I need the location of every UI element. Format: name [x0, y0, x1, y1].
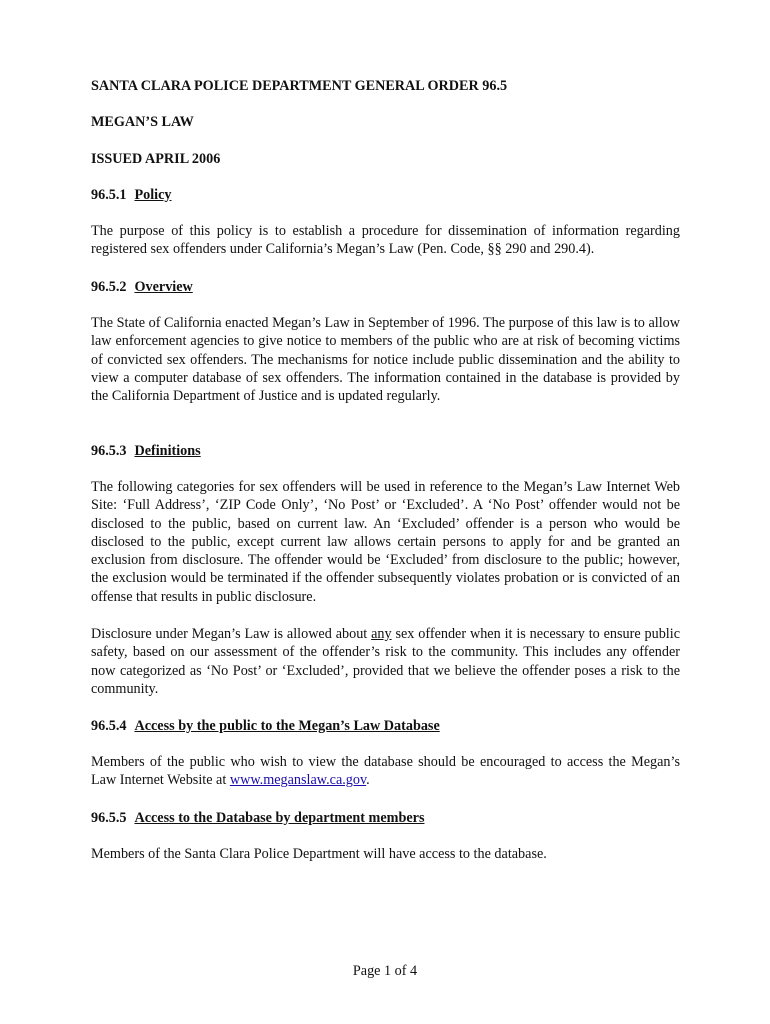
section-heading-definitions	[91, 442, 201, 460]
section-number: 96.5.4	[91, 718, 127, 734]
meganslaw-website-link[interactable]: www.meganslaw.ca.gov	[229, 772, 367, 789]
text-fragment: Members of the public who wish to view the database should be encouraged to access the Megan’s Law Internet Website at	[91, 754, 680, 789]
section-number: 96.5.1	[91, 187, 127, 203]
document-title: SANTA CLARA POLICE DEPARTMENT GENERAL ORDER 96.5	[91, 78, 508, 94]
page-number: Page 1 of 4	[352, 963, 418, 979]
public-access-paragraph	[91, 753, 680, 790]
issue-date: ISSUED APRIL 2006	[91, 151, 221, 167]
section-heading-public-access	[91, 717, 440, 735]
section-number: 96.5.5	[91, 810, 127, 826]
text-fragment: .	[366, 772, 370, 789]
text-fragment: sex offender when it is necessary to ensure public safety, based on our assessment of the offender’s risk to the community. This includes any offender now categorized as ‘No Post’ or ‘Excluded’, provided that we believe the offender poses a risk to the community.	[91, 626, 680, 697]
section-heading-overview	[91, 278, 193, 296]
policy-paragraph: The purpose of this policy is to establish a procedure for dissemination of information regarding registered sex offenders under California’s Megan’s Law (Pen. Code, §§ 290 and 290.4).	[91, 223, 680, 258]
definitions-paragraph: The following categories for sex offenders will be used in reference to the Megan’s Law Internet Web Site: ‘Full Address’, ‘ZIP Code Only’, ‘No Post’ or ‘Excluded’. A ‘No Post’ offender would not be disclosed to the public, based on current law. An ‘Excluded’ offender is a person who would be disclosed to the public, except current law allows certain persons to apply for and be granted an exclusion from disclosure. The offender would be ‘Excluded’ from disclosure to the public; however, the exclusion would be terminated if the offender subsequently violates probation or is convicted of an offense that results in public disclosure.	[91, 479, 680, 605]
section-number: 96.5.2	[91, 279, 127, 295]
section-number: 96.5.3	[91, 443, 127, 459]
section-title: Access to the Database by department members	[134, 810, 425, 826]
section-title: Access by the public to the Megan’s Law Database	[134, 718, 440, 734]
section-heading-policy	[91, 186, 172, 204]
document-subtitle: MEGAN’S LAW	[91, 114, 194, 130]
department-access-paragraph: Members of the Santa Clara Police Department will have access to the database.	[91, 846, 547, 862]
overview-paragraph: The State of California enacted Megan’s Law in September of 1996. The purpose of this law is to allow law enforcement agencies to give notice to members of the public who are at risk of becoming victims of convicted sex offenders. The mechanisms for notice include public dissemination and the ability to view a computer database of sex offenders. The information contained in the database is provided by the California Department of Justice and is updated regularly.	[91, 315, 680, 405]
emphasis-any: any	[371, 626, 392, 642]
disclosure-paragraph	[91, 625, 680, 698]
section-title: Policy	[134, 187, 172, 203]
text-fragment: Disclosure under Megan’s Law is allowed about	[91, 626, 372, 642]
section-title: Definitions	[134, 443, 201, 459]
section-heading-department-access	[91, 809, 424, 827]
section-title: Overview	[134, 279, 193, 295]
